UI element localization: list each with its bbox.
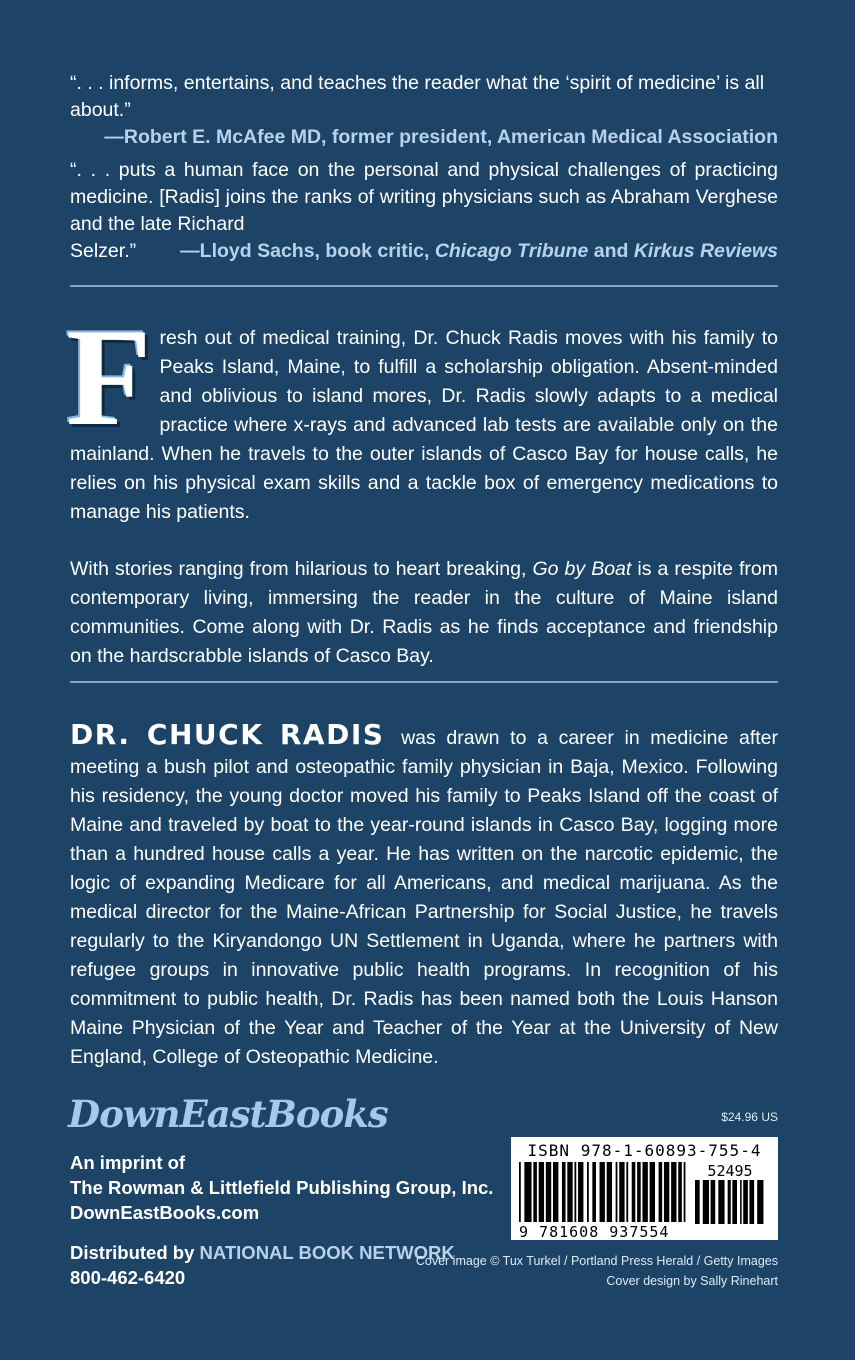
ean-barcode-bar [553, 1162, 558, 1222]
divider-top [70, 285, 778, 287]
cover-design-credit: Cover design by Sally Rinehart [606, 1274, 778, 1288]
ean-barcode-bar [600, 1162, 605, 1222]
quote-1-attribution: —Robert E. McAfee MD, former president, American Medical Association [104, 126, 778, 148]
description-paragraph-1 [66, 300, 778, 527]
ean-barcode-bar [650, 1162, 655, 1222]
ean-number: 9 781608 937554 [519, 1223, 670, 1241]
quote-2-text: “. . . puts a human face on the personal and physical challenges of practicing medicine. [Radis] joins the ranks of writing physicians such as Abraham Verghese and the late Richard [70, 159, 778, 235]
drop-cap: F [66, 300, 152, 455]
quote-2-attribution-prefix: —Lloyd Sachs, book critic, [180, 240, 430, 262]
ean-barcode-bar [578, 1162, 583, 1222]
addon-barcode [695, 1180, 765, 1224]
quote-2-publication-1: Chicago Tribune [434, 240, 589, 262]
description-paragraph-2-start: With stories ranging from hilarious to heart breaking, [70, 558, 527, 580]
author-name: DR. CHUCK RADIS [70, 718, 385, 751]
ean-barcode-bar [684, 1162, 686, 1222]
description [66, 300, 779, 671]
barcode-addon-number: 52495 [707, 1162, 753, 1180]
ean-barcode-bar [642, 1162, 647, 1222]
quote-2-text-end: Selzer.” [70, 240, 137, 262]
isbn-label: ISBN 978-1-60893-755-4 [527, 1141, 762, 1160]
distribution-info [70, 1240, 455, 1290]
addon-barcode-bar [718, 1180, 724, 1224]
divider-bottom [70, 681, 778, 683]
description-paragraph-2-end: is a respite from contemporary living, immersing the reader in the culture of Maine island communities. Come along with Dr. Radis as he finds acceptance and friendship on the hardscrabble islands of Casco Bay. [70, 558, 779, 667]
distributor-name: NATIONAL BOOK NETWORK [199, 1242, 455, 1263]
quote-1 [70, 70, 778, 151]
ean-barcode-bar [664, 1162, 669, 1222]
ean-barcode-bar [632, 1162, 636, 1222]
quote-2-attribution [180, 238, 778, 265]
quote-2 [70, 157, 778, 265]
ean-barcode [519, 1162, 689, 1222]
imprint-info [70, 1150, 493, 1225]
ean-barcode-bar [567, 1162, 572, 1222]
ean-barcode-bar [626, 1162, 628, 1222]
ean-barcode-bar [678, 1162, 682, 1222]
imprint-line-1: An imprint of [70, 1152, 186, 1173]
addon-barcode-bar [740, 1180, 742, 1224]
ean-barcode-bar [659, 1162, 663, 1222]
ean-barcode-bar [619, 1162, 624, 1222]
addon-barcode-bar [695, 1180, 700, 1224]
addon-barcode-bar [743, 1180, 748, 1224]
ean-barcode-bar [562, 1162, 566, 1222]
ean-barcode-bar [587, 1162, 589, 1222]
ean-barcode-bar [592, 1162, 596, 1222]
ean-barcode-bar [616, 1162, 618, 1222]
addon-barcode-bar [711, 1180, 716, 1224]
quote-1-text: “. . . informs, entertains, and teaches the reader what the ‘spirit of medicine’ is all about.” [70, 72, 765, 121]
addon-barcode-bar [757, 1180, 763, 1224]
quote-2-attribution-and: and [593, 240, 629, 262]
author-bio-text: was drawn to a career in medicine after meeting a bush pilot and osteopathic family physician in Baja, Mexico. Following his residency, the young doctor moved his family to Peaks Island off the coast of Maine and traveled by boat to the year-round islands in Casco Bay, logging more than a hundred house calls a year. He has written on the narcotic epidemic, the logic of expanding Medicare for all Americans, and medical marijuana. As the medical director for the Maine-African Partnership for Social Justice, he travels regularly to the Kiryandongo UN Settlement in Uganda, where he partners with refugee groups in innovative public health programs. In recognition of his commitment to public health, Dr. Radis has been named both the Louis Hanson Maine Physician of the Year and Teacher of the Year at the University of New England, College of Osteopathic Medicine. [70, 727, 779, 1068]
price-label: $24.96 US [721, 1110, 778, 1124]
ean-barcode-bar [546, 1162, 551, 1222]
ean-barcode-bar [533, 1162, 537, 1222]
ean-barcode-bar [519, 1162, 521, 1222]
imprint-line-2: The Rowman & Littlefield Publishing Group, Inc. [70, 1177, 494, 1198]
addon-barcode-bar [728, 1180, 731, 1224]
author-bio [70, 720, 778, 1072]
quote-2-publication-2: Kirkus Reviews [633, 240, 778, 262]
description-paragraph-2 [70, 555, 778, 671]
addon-barcode-bar [703, 1180, 709, 1224]
distributor-phone: 800-462-6420 [70, 1267, 186, 1288]
ean-barcode-bar [539, 1162, 544, 1222]
distributed-by-label: Distributed by [70, 1242, 195, 1263]
addon-barcode-bar [732, 1180, 737, 1224]
publisher-website: DownEastBooks.com [70, 1202, 260, 1223]
ean-barcode-bar [524, 1162, 531, 1222]
ean-barcode-bar [671, 1162, 676, 1222]
publisher-logo: DownEastBooks [68, 1092, 388, 1136]
ean-barcode-bar [574, 1162, 576, 1222]
description-paragraph-1-text: resh out of medical training, Dr. Chuck Radis moves with his family to Peaks Island, Maine, to fulfill a scholarship obligation. Absent-minded and oblivious to island mores, Dr. Radis slowly adapts to a medical practice where x-rays and advanced lab tests are available only on the mainland. When he travels to the outer islands of Casco Bay for house calls, he relies on his physical exam skills and a tackle box of emergency medications to manage his patients. [70, 327, 778, 523]
addon-barcode-bar [749, 1180, 754, 1224]
ean-barcode-bar [637, 1162, 641, 1222]
ean-barcode-bar [607, 1162, 612, 1222]
book-title: Go by Boat [532, 558, 632, 580]
barcode-block [511, 1137, 778, 1240]
cover-image-credit: Cover image © Tux Turkel / Portland Press Herald / Getty Images [415, 1254, 778, 1268]
credits [416, 1251, 778, 1291]
